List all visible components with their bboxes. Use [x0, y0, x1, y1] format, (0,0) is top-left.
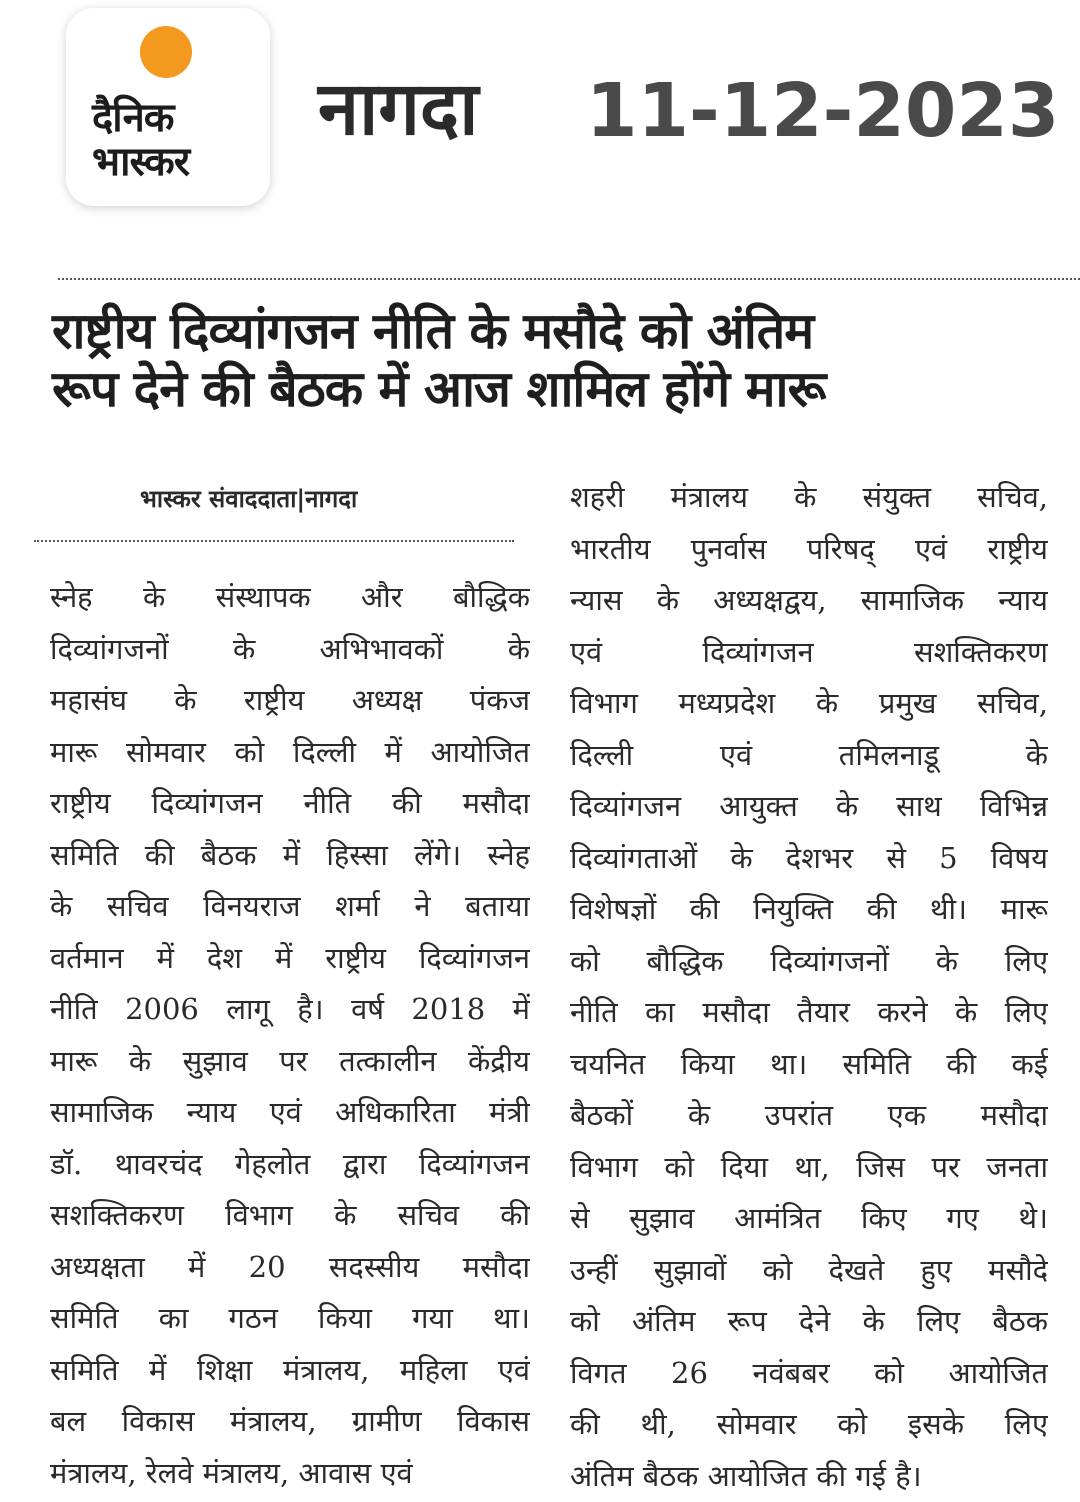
- article-text-line: दिल्ली एवं तमिलनाडू के: [570, 730, 1048, 782]
- article-text-line: नीति का मसौदा तैयार करने के लिए: [570, 987, 1048, 1039]
- article-text-line: दिव्यांगताओं के देशभर से 5 विषय: [570, 833, 1048, 885]
- article-text-line: दिव्यांगजनों के अभिभावकों के: [50, 624, 530, 676]
- article-text-line: अध्यक्षता में 20 सदस्सीय मसौदा: [50, 1242, 530, 1294]
- article-text-line: अंतिम बैठक आयोजित की गई है।: [570, 1451, 1048, 1502]
- article-text-line: समिति में शिक्षा मंत्रालय, महिला एवं: [50, 1345, 530, 1397]
- byline-divider: [34, 540, 514, 542]
- article-text-line: न्यास के अध्यक्षद्वय, सामाजिक न्याय: [570, 575, 1048, 627]
- article-column-left: [50, 572, 530, 1499]
- article-text-line: समिति की बैठक में हिस्सा लेंगे। स्नेह: [50, 830, 530, 882]
- article-text-line: को अंतिम रूप देने के लिए बैठक: [570, 1296, 1048, 1348]
- article-text-line: के सचिव विनयराज शर्मा ने बताया: [50, 881, 530, 933]
- article-text-line: समिति का गठन किया गया था।: [50, 1293, 530, 1345]
- article-text-line: चयनित किया था। समिति की कई: [570, 1039, 1048, 1091]
- article-text-line: वर्तमान में देश में राष्ट्रीय दिव्यांगजन: [50, 933, 530, 985]
- article-text-line: एवं दिव्यांगजन सशक्तिकरण: [570, 627, 1048, 679]
- edition-city: नागदा: [318, 64, 478, 154]
- article-text-line: महासंघ के राष्ट्रीय अध्यक्ष पंकज: [50, 675, 530, 727]
- article-text-line: विगत 26 नवंबबर को आयोजित: [570, 1348, 1048, 1400]
- article-text-line: मारू के सुझाव पर तत्कालीन केंद्रीय: [50, 1036, 530, 1088]
- headline-line-2: रूप देने की बैठक में आज शामिल होंगे मारू: [52, 360, 1062, 418]
- logo-text-line1: दैनिक: [92, 96, 242, 140]
- headline-line-1: राष्ट्रीय दिव्यांगजन नीति के मसौदे को अंतिम: [52, 302, 1062, 360]
- article-text-line: विभाग को दिया था, जिस पर जनता: [570, 1142, 1048, 1194]
- article-text-line: को बौद्धिक दिव्यांगजनों के लिए: [570, 936, 1048, 988]
- article-text-line: विभाग मध्यप्रदेश के प्रमुख सचिव,: [570, 678, 1048, 730]
- article-text-line: बैठकों के उपरांत एक मसौदा: [570, 1090, 1048, 1142]
- article-byline: भास्कर संवाददाता|नागदा: [140, 482, 357, 515]
- edition-date: 11-12-2023: [586, 66, 1059, 156]
- article-text-line: नीति 2006 लागू है। वर्ष 2018 में: [50, 984, 530, 1036]
- top-divider: [58, 278, 1080, 280]
- logo-sun-icon: [140, 26, 192, 78]
- article-text-line: की थी, सोमवार को इसके लिए: [570, 1399, 1048, 1451]
- article-text-line: सामाजिक न्याय एवं अधिकारिता मंत्री: [50, 1087, 530, 1139]
- article-text-line: भारतीय पुनर्वास परिषद् एवं राष्ट्रीय: [570, 524, 1048, 576]
- article-text-line: विशेषज्ञों की नियुक्ति की थी। मारू: [570, 884, 1048, 936]
- article-text-line: मंत्रालय, रेलवे मंत्रालय, आवास एवं: [50, 1448, 530, 1500]
- article-text-line: स्नेह के संस्थापक और बौद्धिक: [50, 572, 530, 624]
- article-text-line: दिव्यांगजन आयुक्त के साथ विभिन्न: [570, 781, 1048, 833]
- logo-text-line2: भास्कर: [92, 140, 242, 184]
- article-text-line: राष्ट्रीय दिव्यांगजन नीति की मसौदा: [50, 778, 530, 830]
- article-text-line: उन्हीं सुझावों को देखते हुए मसौदे: [570, 1245, 1048, 1297]
- article-text-line: से सुझाव आमंत्रित किए गए थे।: [570, 1193, 1048, 1245]
- article-text-line: मारू सोमवार को दिल्ली में आयोजित: [50, 727, 530, 779]
- article-text-line: सशक्तिकरण विभाग के सचिव की: [50, 1190, 530, 1242]
- article-text-line: शहरी मंत्रालय के संयुक्त सचिव,: [570, 472, 1048, 524]
- article-column-right: [570, 472, 1048, 1502]
- article-text-line: डॉ. थावरचंद गेहलोत द्वारा दिव्यांगजन: [50, 1139, 530, 1191]
- article-text-line: बल विकास मंत्रालय, ग्रामीण विकास: [50, 1396, 530, 1448]
- article-headline: [52, 302, 1062, 418]
